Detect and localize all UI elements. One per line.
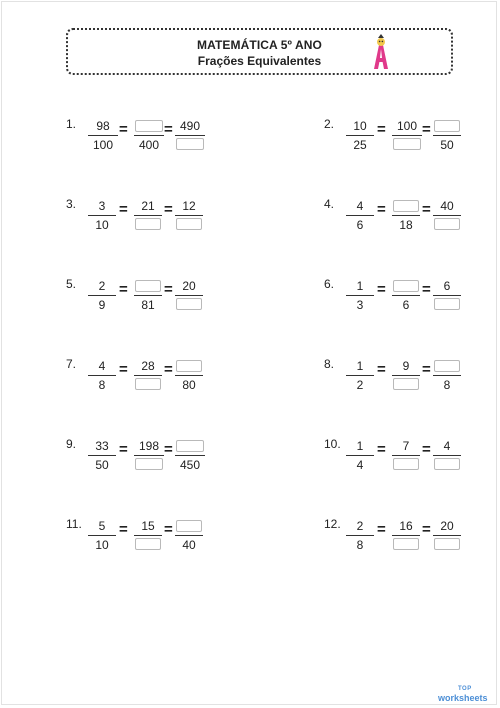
denominator-answer-box[interactable] [393, 138, 421, 150]
problem-number: 3. [66, 197, 77, 211]
equals-sign: = [119, 441, 128, 458]
fraction-bar [433, 535, 461, 536]
fraction-bar [433, 135, 461, 136]
fraction-bar [134, 535, 162, 536]
fraction [134, 519, 162, 563]
numerator-answer-box[interactable] [176, 360, 202, 372]
fraction [134, 199, 162, 243]
denominator: 100 [92, 138, 114, 152]
fraction-bar [175, 215, 203, 216]
equals-sign: = [119, 281, 128, 298]
fraction [392, 119, 422, 163]
numerator: 98 [96, 119, 110, 133]
denominator-answer-box[interactable] [135, 218, 161, 230]
letter-a-mascot-icon [370, 33, 392, 71]
equals-sign: = [377, 201, 386, 218]
numerator-answer-box[interactable] [135, 120, 163, 132]
denominator: 40 [182, 538, 196, 552]
fraction [134, 119, 164, 163]
fraction-bar [433, 215, 461, 216]
equals-sign: = [422, 281, 431, 298]
fraction [346, 279, 374, 323]
fraction [346, 439, 374, 483]
problem-8 [324, 357, 474, 407]
fraction-bar [175, 295, 203, 296]
fraction-bar [175, 535, 203, 536]
fraction-bar [134, 455, 164, 456]
numerator-answer-box[interactable] [393, 200, 419, 212]
numerator: 7 [402, 439, 410, 453]
fraction-bar [392, 375, 420, 376]
denominator-answer-box[interactable] [434, 458, 460, 470]
numerator-answer-box[interactable] [135, 280, 161, 292]
problem-number: 8. [324, 357, 335, 371]
fraction [433, 279, 461, 323]
fraction [88, 439, 116, 483]
denominator: 81 [141, 298, 155, 312]
fraction-bar [433, 295, 461, 296]
fraction [88, 519, 116, 563]
problem-number: 6. [324, 277, 335, 291]
fraction-bar [134, 375, 162, 376]
fraction-bar [88, 295, 116, 296]
fraction [175, 279, 203, 323]
numerator: 10 [353, 119, 367, 133]
fraction-bar [175, 135, 205, 136]
problem-number: 9. [66, 437, 77, 451]
fraction [175, 199, 203, 243]
numerator: 4 [356, 199, 364, 213]
numerator: 1 [356, 439, 364, 453]
equals-sign: = [164, 361, 173, 378]
numerator: 40 [440, 199, 454, 213]
fraction-bar [134, 295, 162, 296]
fraction-bar [346, 295, 374, 296]
fraction-bar [346, 535, 374, 536]
equals-sign: = [164, 201, 173, 218]
fraction [346, 519, 374, 563]
denominator: 2 [356, 378, 364, 392]
problem-number: 11. [66, 517, 82, 531]
worksheet-title: MATEMÁTICA 5º ANO [197, 38, 322, 52]
fraction-bar [88, 215, 116, 216]
numerator: 21 [141, 199, 155, 213]
equals-sign: = [164, 521, 173, 538]
numerator: 15 [141, 519, 155, 533]
denominator-answer-box[interactable] [176, 298, 202, 310]
numerator: 9 [402, 359, 410, 373]
numerator: 20 [440, 519, 454, 533]
denominator-answer-box[interactable] [434, 298, 460, 310]
equals-sign: = [422, 201, 431, 218]
denominator-answer-box[interactable] [135, 458, 163, 470]
equals-sign: = [377, 361, 386, 378]
numerator-answer-box[interactable] [176, 440, 204, 452]
problem-4 [324, 197, 474, 247]
denominator: 450 [179, 458, 201, 472]
problem-9 [66, 437, 216, 487]
fraction [88, 279, 116, 323]
fraction [175, 519, 203, 563]
denominator-answer-box[interactable] [176, 138, 204, 150]
denominator: 8 [98, 378, 106, 392]
denominator: 3 [356, 298, 364, 312]
fraction [392, 199, 420, 243]
denominator-answer-box[interactable] [434, 538, 460, 550]
fraction-bar [392, 535, 420, 536]
denominator: 8 [356, 538, 364, 552]
numerator: 198 [138, 439, 160, 453]
fraction-bar [392, 215, 420, 216]
logo-main-text: worksheets [438, 693, 488, 703]
denominator-answer-box[interactable] [176, 218, 202, 230]
denominator: 8 [443, 378, 451, 392]
fraction-bar [392, 135, 422, 136]
problem-12 [324, 517, 474, 567]
denominator: 4 [356, 458, 364, 472]
fraction [433, 519, 461, 563]
numerator: 5 [98, 519, 106, 533]
numerator: 6 [443, 279, 451, 293]
denominator-answer-box[interactable] [393, 378, 419, 390]
fraction-bar [88, 135, 118, 136]
fraction [88, 199, 116, 243]
equals-sign: = [119, 121, 128, 138]
problem-number: 2. [324, 117, 335, 131]
fraction [433, 439, 461, 483]
problem-7 [66, 357, 216, 407]
fraction-bar [346, 455, 374, 456]
fraction [175, 359, 203, 403]
fraction-bar [433, 455, 461, 456]
equals-sign: = [119, 201, 128, 218]
fraction-bar [433, 375, 461, 376]
equals-sign: = [377, 521, 386, 538]
numerator: 1 [356, 279, 364, 293]
equals-sign: = [377, 121, 386, 138]
equals-sign: = [377, 281, 386, 298]
equals-sign: = [119, 361, 128, 378]
problem-number: 10. [324, 437, 341, 451]
fraction [392, 359, 420, 403]
equals-sign: = [164, 121, 173, 138]
problem-number: 4. [324, 197, 335, 211]
fraction [134, 359, 162, 403]
problem-6 [324, 277, 474, 327]
fraction [88, 119, 118, 163]
equals-sign: = [422, 121, 431, 138]
fraction-bar [88, 535, 116, 536]
problem-number: 7. [66, 357, 77, 371]
equals-sign: = [164, 281, 173, 298]
fraction-bar [88, 455, 116, 456]
fraction [392, 519, 420, 563]
problem-1 [66, 117, 216, 167]
denominator-answer-box[interactable] [393, 538, 419, 550]
fraction-bar [175, 455, 205, 456]
problem-11 [66, 517, 216, 567]
denominator-answer-box[interactable] [393, 458, 419, 470]
denominator: 400 [138, 138, 160, 152]
fraction [392, 439, 420, 483]
denominator-answer-box[interactable] [135, 378, 161, 390]
fraction [134, 279, 162, 323]
numerator: 100 [396, 119, 418, 133]
numerator-answer-box[interactable] [176, 520, 202, 532]
topworksheets-logo [436, 686, 496, 706]
problem-number: 12. [324, 517, 341, 531]
numerator: 1 [356, 359, 364, 373]
numerator: 490 [179, 119, 201, 133]
worksheet-header [66, 28, 453, 75]
fraction-bar [346, 375, 374, 376]
numerator: 2 [98, 279, 106, 293]
denominator-answer-box[interactable] [434, 218, 460, 230]
problem-5 [66, 277, 216, 327]
equals-sign: = [422, 521, 431, 538]
fraction [346, 199, 374, 243]
problem-number: 1. [66, 117, 77, 131]
fraction [175, 119, 205, 163]
problem-number: 5. [66, 277, 77, 291]
equals-sign: = [119, 521, 128, 538]
logo-top-text: TOP [458, 686, 472, 692]
problem-10 [324, 437, 474, 487]
fraction [175, 439, 205, 483]
fraction-bar [175, 375, 203, 376]
equals-sign: = [422, 361, 431, 378]
numerator-answer-box[interactable] [434, 120, 460, 132]
fraction [392, 279, 420, 323]
numerator: 12 [182, 199, 196, 213]
equals-sign: = [164, 441, 173, 458]
fraction [88, 359, 116, 403]
denominator-answer-box[interactable] [135, 538, 161, 550]
numerator: 3 [98, 199, 106, 213]
fraction [346, 119, 374, 163]
fraction-bar [392, 295, 420, 296]
equals-sign: = [377, 441, 386, 458]
denominator: 80 [182, 378, 196, 392]
numerator: 28 [141, 359, 155, 373]
worksheet-page [1, 1, 497, 705]
worksheet-subtitle: Frações Equivalentes [197, 54, 322, 68]
numerator: 20 [182, 279, 196, 293]
fraction [433, 199, 461, 243]
denominator: 6 [402, 298, 410, 312]
denominator: 50 [440, 138, 454, 152]
numerator: 2 [356, 519, 364, 533]
fraction-bar [88, 375, 116, 376]
denominator: 10 [95, 538, 109, 552]
fraction [134, 439, 164, 483]
denominator: 6 [356, 218, 364, 232]
denominator: 10 [95, 218, 109, 232]
numerator: 33 [95, 439, 109, 453]
fraction [433, 119, 461, 163]
numerator: 16 [399, 519, 413, 533]
denominator: 18 [399, 218, 413, 232]
fraction-bar [392, 455, 420, 456]
numerator: 4 [443, 439, 451, 453]
numerator: 4 [98, 359, 106, 373]
fraction-bar [134, 135, 164, 136]
numerator-answer-box[interactable] [434, 360, 460, 372]
problem-2 [324, 117, 474, 167]
fraction-bar [346, 135, 374, 136]
fraction [346, 359, 374, 403]
fraction-bar [346, 215, 374, 216]
numerator-answer-box[interactable] [393, 280, 419, 292]
fraction-bar [134, 215, 162, 216]
fraction [433, 359, 461, 403]
denominator: 50 [95, 458, 109, 472]
equals-sign: = [422, 441, 431, 458]
denominator: 25 [353, 138, 367, 152]
problem-3 [66, 197, 216, 247]
denominator: 9 [98, 298, 106, 312]
